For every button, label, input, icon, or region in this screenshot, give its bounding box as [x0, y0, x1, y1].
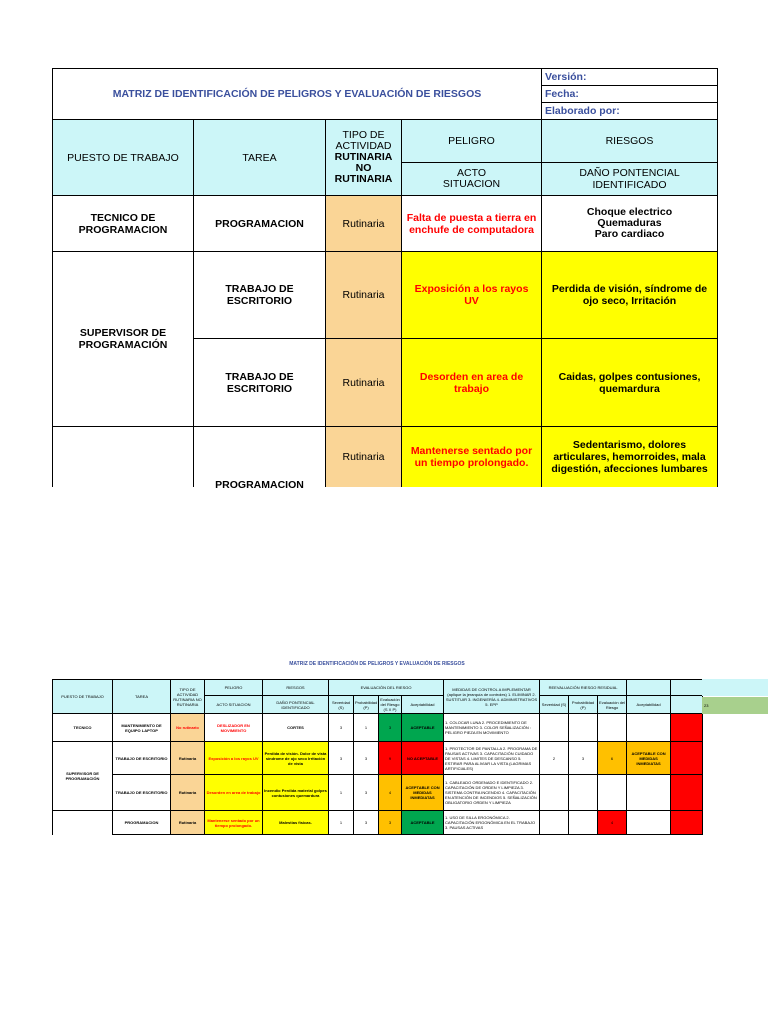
cell-tarea: PROGRAMACION	[194, 196, 326, 252]
risk-matrix-table	[52, 68, 718, 491]
cell-peligro: Exposición a los rayos UV	[402, 252, 542, 339]
tc-riesgo: Malestias físicas.	[263, 811, 329, 835]
tc-puesto: TECNICO	[53, 714, 113, 742]
table-row	[53, 427, 718, 487]
th-dano: DAÑO PONTENCIAL IDENTIFICADO	[263, 696, 329, 714]
tc-empty	[540, 811, 569, 835]
cell-riesgo	[542, 196, 718, 252]
tc-empty	[53, 811, 113, 835]
cell-peligro: Desorden en area de trabajo	[402, 339, 542, 427]
header-tarea: TAREA	[194, 120, 326, 196]
th-acto: ACTO SITUACION	[205, 696, 263, 714]
th-medidas: MEDIDAS DE CONTROL A IMPLEMENTAR (aplique la jerarquía de controles) 1. ELIMINAR 2. SUSTITUIR 3. INGENIERÍA 4. ADMINISTRATIVOS 5. EPP	[444, 680, 540, 714]
cell-peligro: Falta de puesta a tierra en enchufe de computadora	[402, 196, 542, 252]
tc-peligro: DESLIZADOR EN MOVIMIENTO	[205, 714, 263, 742]
tc-medidas: 1. USO DE SILLA ERGONÓMICA 2. CAPACITACIÓN ERGONÓMICA EN EL TRABAJO 3. PAUSAS ACTIVAS	[444, 811, 540, 835]
tc-acept: ACEPTABLE CON MEDIDAS INMEDIATAS	[402, 775, 444, 811]
cell-puesto: SUPERVISOR DE PROGRAMACIÓN	[53, 252, 194, 427]
table-row	[53, 742, 703, 775]
tc-red	[671, 811, 703, 835]
cell-tarea: TRABAJO DE ESCRITORIO	[194, 252, 326, 339]
tc-tipo: Rutinaria	[171, 742, 205, 775]
table-row	[53, 811, 703, 835]
tc-medidas: 1. CABLEADO ORDENADO E IDENTIFICADO 2. CAPACITACIÓN DE ORDEN Y LIMPIEZA 3. SISTEMA CONTRA INCENDIO 4. CAPACITACIÓN EN ATENCIÓN DE INCENDIOS 5. SEÑALIZACIÓN OBLIGATORIO ORDEN Y LIMPIEZA	[444, 775, 540, 811]
th-evaluacion-sub: Evaluación del Riesgo (S X P)	[380, 697, 400, 712]
tc-e: 3	[379, 714, 402, 742]
tc-acept: ACEPTABLE	[402, 714, 444, 742]
cell-tipo: Rutinaria	[326, 252, 402, 339]
tc-tipo: Rutinaria	[171, 775, 205, 811]
tc-medidas: 1. COLOCAR LUNA 2. PROCEDIMIENTO DE MANTENIMIENTO 3. COLOR SEÑALIZACIÓN : PELIGRO PIEZA EN MOVIMIENTO	[444, 714, 540, 742]
th-blank	[671, 696, 703, 714]
riesgo-line: Paro cardiaco	[594, 228, 665, 240]
th-aceptabilidad: Aceptabilidad	[402, 696, 444, 714]
tc-e2: 4	[598, 811, 627, 835]
cell-puesto-empty	[53, 427, 194, 487]
header-no-rutinaria: NO RUTINARIA	[334, 162, 393, 185]
cell-riesgo: Sedentarismo, dolores articulares, hemorroides, mala digestión, afecciones lumbares	[542, 427, 718, 487]
tc-s: 3	[329, 714, 354, 742]
header-tipo-label: TIPO DE ACTIVIDAD	[335, 129, 392, 152]
tc-empty	[540, 714, 569, 742]
header-rutinaria: RUTINARIA	[334, 151, 393, 163]
th-severidad2: Severidad (S)	[540, 696, 569, 714]
tc-empty	[569, 811, 598, 835]
th-evaluacion2: Evaluación del Riesgo	[598, 696, 627, 714]
cell-tipo: Rutinaria	[326, 339, 402, 427]
tc-puesto: SUPERVISOR DE PROGRAMACIÓN	[53, 742, 113, 811]
table-row	[53, 714, 703, 742]
tc-riesgo: Perdida de visión. Dolor de vista síndrome de ojo seco Irritación de vista	[263, 742, 329, 775]
matrix-page	[52, 68, 717, 491]
th-blank	[627, 680, 671, 696]
tc-s: 1	[329, 811, 354, 835]
tc-tarea: TRABAJO DE ESCRITORIO	[113, 742, 171, 775]
cell-peligro: Mantenerse sentado por un tiempo prolongado.	[402, 427, 542, 487]
thumbnail-side-strip-green	[702, 697, 768, 714]
riesgo-line: Quemaduras	[597, 217, 662, 229]
tc-empty	[569, 775, 598, 811]
table-row	[53, 775, 703, 811]
tc-s2: 2	[540, 742, 569, 775]
th-evaluacion: EVALUACIÓN DEL RIESGO	[329, 680, 444, 696]
th-aceptabilidad2: Aceptabilidad	[627, 696, 671, 714]
tc-e: 9	[379, 742, 402, 775]
tc-peligro: Exposición a los rayos UV	[205, 742, 263, 775]
tc-p2: 3	[569, 742, 598, 775]
header-acto: ACTO	[457, 167, 486, 179]
th-blank	[671, 680, 703, 696]
tc-empty	[569, 714, 598, 742]
thumbnail-table	[52, 679, 703, 835]
tc-e: 3	[379, 811, 402, 835]
th-reevaluacion: REEVALUACIÓN RIESGO RESIDUAL	[540, 680, 627, 696]
tc-tarea: MANTENIMIENTO DE EQUIPO LAPTOP	[113, 714, 171, 742]
thumbnail-page	[52, 679, 702, 833]
table-row	[53, 252, 718, 339]
cell-tarea: TRABAJO DE ESCRITORIO	[194, 339, 326, 427]
document-title: MATRIZ DE IDENTIFICACIÓN DE PELIGROS Y EVALUACIÓN DE RIESGOS	[53, 69, 542, 120]
header-dano: DAÑO PONTENCIAL IDENTIFICADO	[542, 163, 718, 196]
tc-s: 1	[329, 775, 354, 811]
tc-empty	[540, 775, 569, 811]
th-puesto: PUESTO DE TRABAJO	[53, 680, 113, 714]
tc-riesgo: Incendio Perdida material golpes contusiones quemardura	[263, 775, 329, 811]
cell-tarea-text: PROGRAMACION	[215, 478, 304, 491]
tc-riesgo: CORTES	[263, 714, 329, 742]
header-peligro: PELIGRO	[402, 120, 542, 163]
tc-tarea: TRABAJO DE ESCRITORIO	[113, 775, 171, 811]
tc-empty	[627, 811, 671, 835]
th-probabilidad: Probabilidad (P)	[354, 696, 379, 714]
header-acto-situacion	[402, 163, 542, 196]
tc-tipo: No rutinario	[171, 714, 205, 742]
tc-acept: ACEPTABLE	[402, 811, 444, 835]
tc-red	[671, 775, 703, 811]
tc-acept: NO ACEPTABLE	[402, 742, 444, 775]
tc-p: 1	[354, 714, 379, 742]
tc-tipo: Rutinaria	[171, 811, 205, 835]
tc-peligro: Mantenerse sentado por un tiempo prolongado.	[205, 811, 263, 835]
header-puesto: PUESTO DE TRABAJO	[53, 120, 194, 196]
header-tipo-actividad	[326, 120, 402, 196]
cell-tipo: Rutinaria	[326, 427, 402, 487]
th-tipo: TIPO DE ACTIVIDAD RUTINARIA NO RUTINARIA	[171, 680, 205, 714]
tc-tarea: PROGRAMACION	[113, 811, 171, 835]
th-probabilidad2: Probabilidad (P)	[569, 696, 598, 714]
meta-version: Versión:	[542, 69, 718, 86]
tc-p: 3	[354, 775, 379, 811]
meta-fecha: Fecha:	[542, 86, 718, 103]
th-tarea: TAREA	[113, 680, 171, 714]
riesgo-line: Choque electrico	[586, 206, 673, 218]
tc-empty	[627, 775, 671, 811]
cell-riesgo: Perdida de visión, síndrome de ojo seco, Irritación	[542, 252, 718, 339]
tc-red	[671, 742, 703, 775]
cell-puesto: TECNICO DE PROGRAMACION	[53, 196, 194, 252]
tc-empty	[598, 775, 627, 811]
th-severidad: Severidad (S)	[329, 696, 354, 714]
tc-e: 4	[379, 775, 402, 811]
thumbnail-side-strip-cyan	[702, 679, 768, 696]
th-riesgos: RIESGOS	[263, 680, 329, 696]
cell-riesgo: Caidas, golpes contusiones, quemardura	[542, 339, 718, 427]
tc-s: 3	[329, 742, 354, 775]
cell-tarea	[194, 427, 326, 491]
th-peligro: PELIGRO	[205, 680, 263, 696]
tc-empty	[627, 714, 671, 742]
tc-empty	[598, 714, 627, 742]
tc-peligro: Desorden en area de trabajo	[205, 775, 263, 811]
tc-acept2: ACEPTABLE CON MEDIDAS INMEDIATAS	[627, 742, 671, 775]
tc-p: 3	[354, 811, 379, 835]
header-riesgos: RIESGOS	[542, 120, 718, 163]
cell-tipo: Rutinaria	[326, 196, 402, 252]
tc-e2: 6	[598, 742, 627, 775]
meta-elaborado: Elaborado por:	[542, 103, 718, 120]
tc-p: 3	[354, 742, 379, 775]
table-row	[53, 196, 718, 252]
tc-red	[671, 714, 703, 742]
tc-medidas: 1. PROTECTOR DE PANTALLA 2. PROGRAMA DE PAUSAS ACTIVAS 3. CAPACITACIÓN CUIDADO DE VISTAS 4. LIMITES DE DESCANSO 5. ESTIRAR PARA ALIVIAR LA VISTA (LAGRIMAS ARTIFICIALES)	[444, 742, 540, 775]
header-situacion: SITUACION	[442, 178, 501, 190]
thumbnail-side-number: 23	[704, 703, 709, 708]
thumbnail-title: MATRIZ DE IDENTIFICACIÓN DE PELIGROS Y EVALUACIÓN DE RIESGOS	[289, 661, 465, 667]
